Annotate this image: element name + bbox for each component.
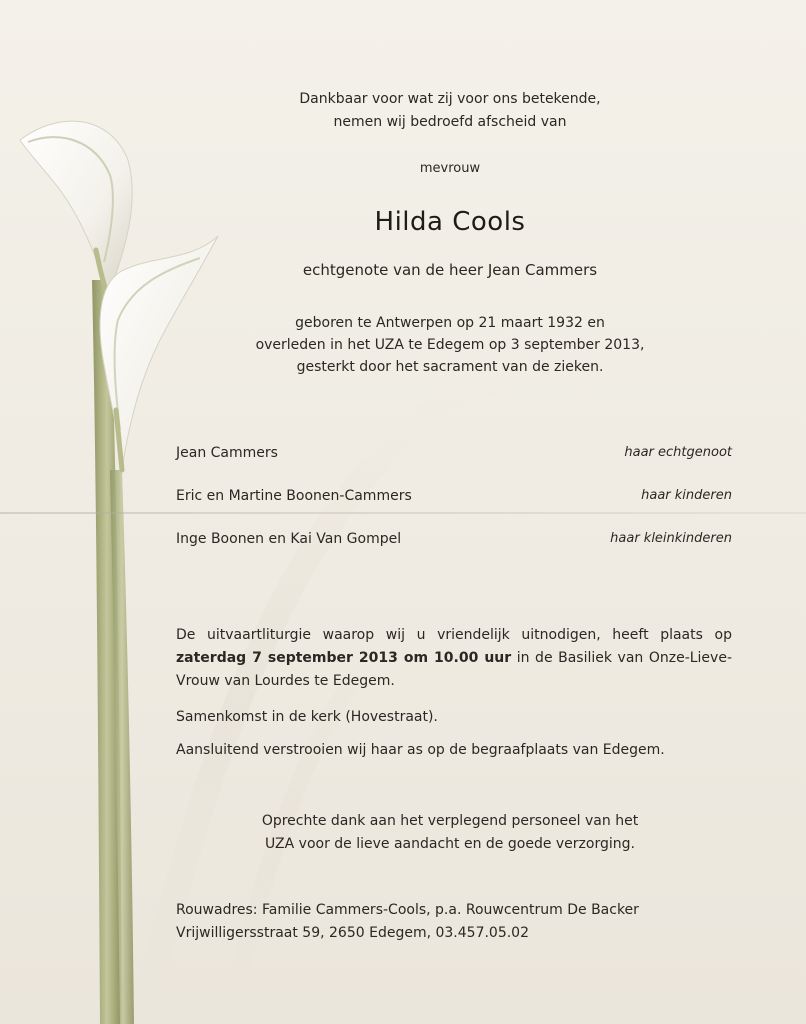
family-relation: haar echtgenoot <box>624 445 732 460</box>
deceased-name: Hilda Cools <box>374 207 526 237</box>
intro-line: nemen wij bedroefd afscheid van <box>333 114 567 130</box>
sacrament-line: gesterkt door het sacrament van de zieken. <box>296 359 604 375</box>
mourning-address <box>176 899 736 945</box>
thanks-line: Oprechte dank aan het verplegend personeel van het <box>261 813 639 829</box>
scattering-text: Aansluitend verstrooien wij haar as op de begraafplaats van Edegem. <box>176 742 665 758</box>
family-member-name: Jean Cammers <box>176 445 278 461</box>
spouse-line: echtgenote van de heer Jean Cammers <box>302 261 598 279</box>
birth-line: geboren te Antwerpen op 21 maart 1932 en <box>295 315 605 331</box>
family-row <box>176 528 732 550</box>
life-details <box>170 312 730 378</box>
family-member-name: Inge Boonen en Kai Van Gompel <box>176 531 402 547</box>
family-row <box>176 442 732 464</box>
family-relation: haar kleinkinderen <box>610 531 732 546</box>
family-relation: haar kinderen <box>641 488 732 503</box>
address-line: Vrijwilligersstraat 59, 2650 Edegem, 03.457.05.02 <box>176 925 530 941</box>
address-line: Rouwadres: Familie Cammers-Cools, p.a. Rouwcentrum De Backer <box>176 902 639 918</box>
family-member-name: Eric en Martine Boonen-Cammers <box>176 488 412 504</box>
family-list <box>176 442 732 550</box>
service-location: in de Basiliek van Onze-Lieve-Vrouw van Lourdes te Edegem. <box>176 650 732 689</box>
funeral-service-text <box>176 624 732 693</box>
gathering-text: Samenkomst in de kerk (Hovestraat). <box>176 709 438 725</box>
thanks-text <box>170 810 730 856</box>
service-date: zaterdag 7 september 2013 om 10.00 uur <box>176 650 512 666</box>
intro-text <box>170 88 730 134</box>
thanks-line: UZA voor de lieve aandacht en de goede verzorging. <box>265 836 635 852</box>
service-intro: De uitvaartliturgie waarop wij u vriendelijk uitnodigen, heeft plaats op <box>176 627 732 643</box>
family-row <box>176 485 732 507</box>
title-word: mevrouw <box>419 161 481 176</box>
intro-line: Dankbaar voor wat zij voor ons betekende, <box>299 91 601 107</box>
death-line: overleden in het UZA te Edegem op 3 september 2013, <box>255 337 645 353</box>
